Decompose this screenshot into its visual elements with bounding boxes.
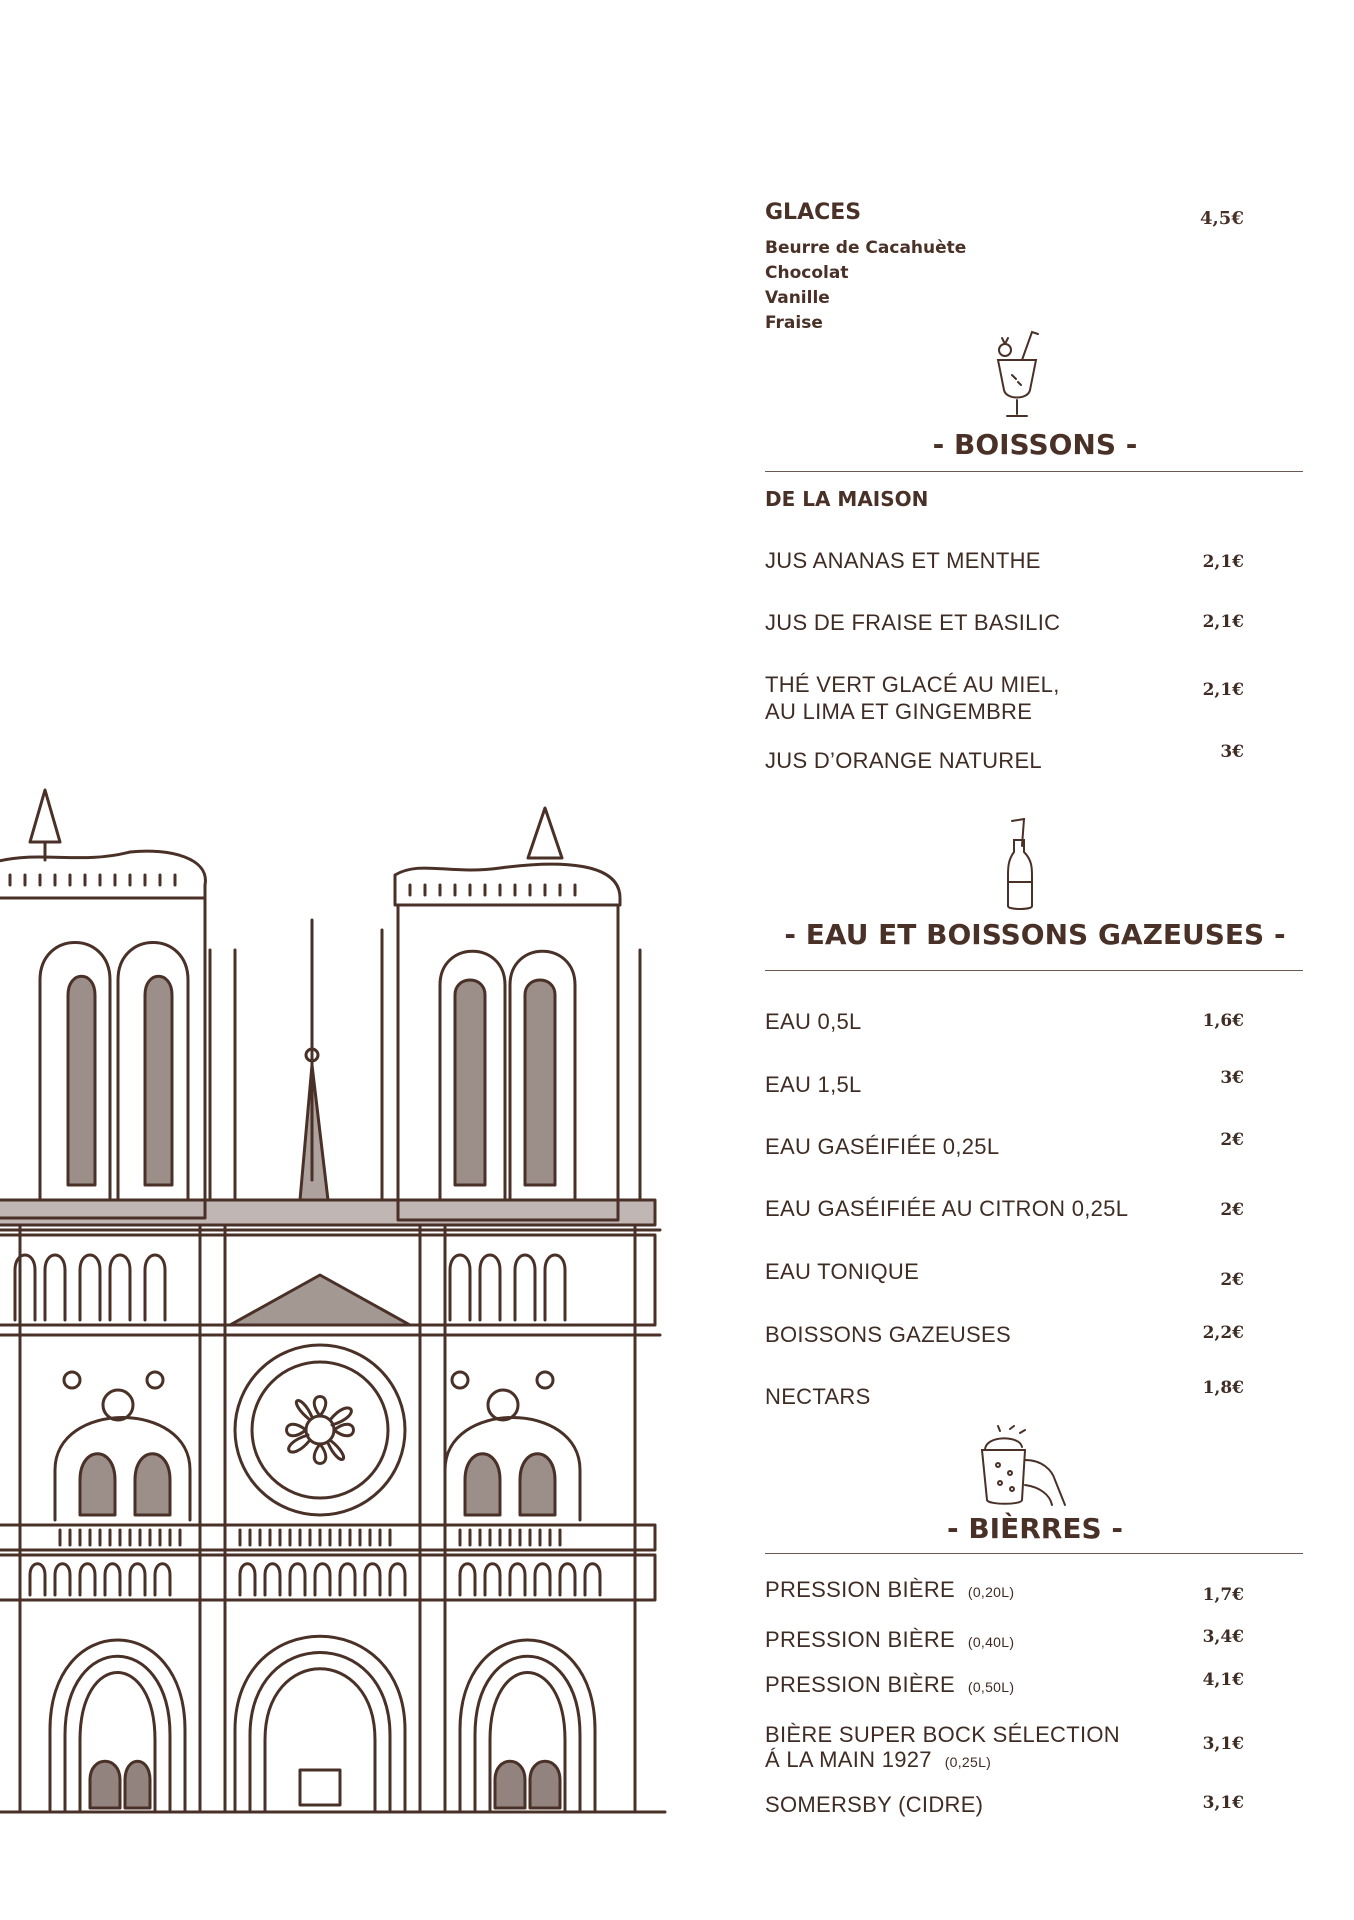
menu-item-price: 2,1€: [1202, 680, 1244, 700]
beer-size: (0,25L): [944, 1754, 992, 1770]
menu-item-name: [765, 1626, 1014, 1656]
menu-item-price: 3,1€: [1202, 1793, 1244, 1813]
menu-item-price: 3,1€: [1202, 1734, 1244, 1754]
flavor-item: Chocolat: [765, 263, 849, 283]
menu-item-name: JUS DE FRAISE ET BASILIC: [765, 610, 1061, 635]
menu-item-price: 1,7€: [1202, 1585, 1244, 1605]
menu-item-price: 2€: [1220, 1270, 1244, 1290]
menu-item-price: 2,1€: [1202, 612, 1244, 632]
menu-item-name: [765, 671, 1060, 725]
beer-name: PRESSION BIÈRE: [765, 1672, 956, 1697]
eau-divider: [765, 970, 1303, 971]
menu-item-name: EAU 1,5L: [765, 1072, 862, 1097]
boissons-divider: [765, 471, 1303, 472]
glaces-title: GLACES: [765, 200, 862, 225]
menu-item-name: EAU 0,5L: [765, 1009, 862, 1034]
glaces-flavor-list: [765, 236, 966, 336]
beer-name: Á LA MAIN 1927: [765, 1747, 932, 1772]
menu-item-price: 3€: [1220, 1068, 1244, 1088]
glaces-price: 4,5€: [1200, 208, 1244, 229]
menu-item-price: 4,1€: [1202, 1670, 1244, 1690]
menu-item-price: 2€: [1220, 1130, 1244, 1150]
menu-item-name: [765, 1576, 1014, 1606]
menu-item-price: 2,1€: [1202, 552, 1244, 572]
flavor-item: Vanille: [765, 288, 830, 308]
cocktail-icon: [992, 330, 1042, 420]
menu-item-name: NECTARS: [765, 1384, 871, 1409]
beer-size: (0,20L): [967, 1584, 1015, 1600]
eau-section-title: - EAU ET BOISSONS GAZEUSES -: [784, 918, 1286, 951]
menu-item-name: [765, 1671, 1014, 1701]
bottle-icon: [1000, 818, 1040, 913]
menu-item-name: EAU GASÉIFIÉE 0,25L: [765, 1134, 1000, 1159]
menu-item-name: [765, 1722, 1120, 1775]
flavor-item: Fraise: [765, 313, 823, 333]
menu-item-name: EAU GASÉIFIÉE AU CITRON 0,25L: [765, 1196, 1129, 1221]
menu-item-price: 1,6€: [1202, 1011, 1244, 1031]
beer-name: BIÈRE SUPER BOCK SÉLECTION: [765, 1722, 1120, 1747]
bieres-divider: [765, 1553, 1303, 1554]
menu-item-price: 2€: [1220, 1200, 1244, 1220]
boissons-section-title: - BOISSONS -: [932, 428, 1138, 461]
boissons-subtitle: DE LA MAISON: [765, 487, 929, 511]
menu-item-name: SOMERSBY (CIDRE): [765, 1792, 984, 1817]
menu-item-price: 3€: [1220, 742, 1244, 762]
beer-size: (0,50L): [967, 1679, 1015, 1695]
menu-item-price: 1,8€: [1202, 1378, 1244, 1398]
menu-item-name: JUS ANANAS ET MENTHE: [765, 548, 1041, 573]
beer-size: (0,40L): [967, 1634, 1015, 1650]
menu-item-name: BOISSONS GAZEUSES: [765, 1322, 1011, 1347]
menu-item-price: 3,4€: [1202, 1627, 1244, 1647]
menu-item-price: 2,2€: [1202, 1323, 1244, 1343]
flavor-item: Beurre de Cacahuète: [765, 238, 967, 258]
menu-item-name: EAU TONIQUE: [765, 1259, 920, 1284]
menu-item-line: THÉ VERT GLACÉ AU MIEL,: [765, 672, 1060, 697]
menu-item-line: AU LIMA ET GINGEMBRE: [765, 699, 1033, 724]
bieres-section-title: - BIÈRRES -: [946, 1512, 1124, 1545]
beer-name: PRESSION BIÈRE: [765, 1627, 956, 1652]
cathedral-illustration: [0, 780, 670, 1820]
beer-name: PRESSION BIÈRE: [765, 1577, 956, 1602]
beer-mug-icon: [970, 1425, 1070, 1510]
menu-item-name: JUS D’ORANGE NATUREL: [765, 748, 1042, 773]
